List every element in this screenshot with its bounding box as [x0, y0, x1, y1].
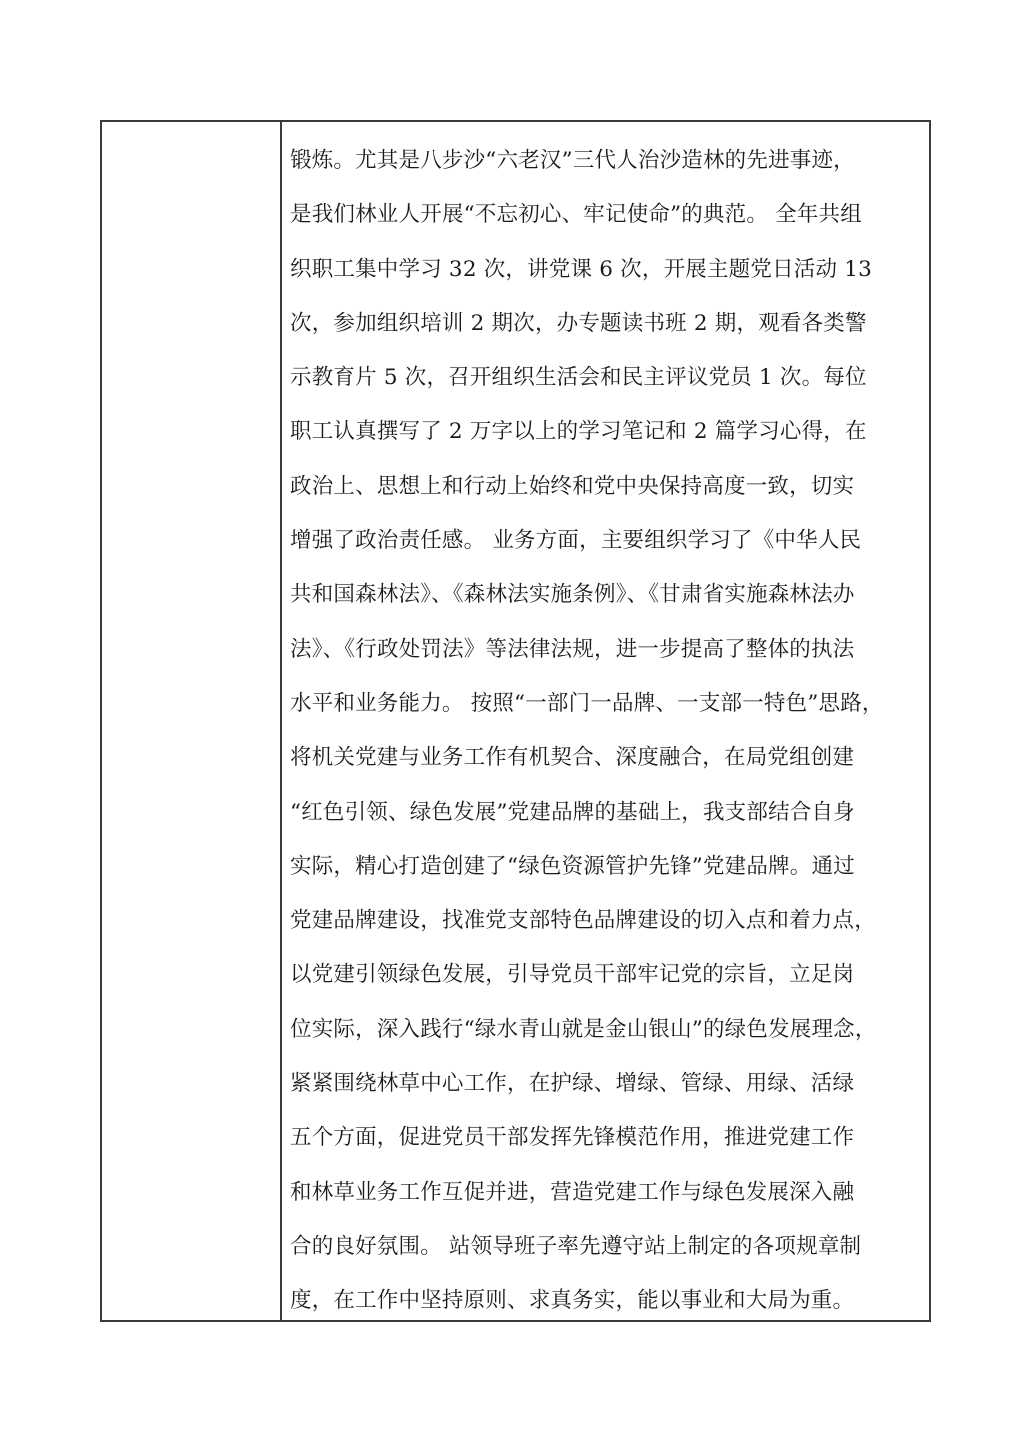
- text-line-4: 次，参加组织培训 2 期次，办专题读书班 2 期，观看各类警: [290, 310, 867, 336]
- text-line-15: 党建品牌建设，找准党支部特色品牌建设的切入点和着力点，: [290, 908, 876, 934]
- document-table: [100, 120, 931, 1322]
- text-line-10: 法》、《行政处罚法》等法律法规，进一步提高了整体的执法: [290, 636, 855, 662]
- text-line-21: 合的良好氛围。 站领导班子率先遵守站上制定的各项规章制: [290, 1233, 862, 1259]
- table-content-cell: [282, 122, 929, 1320]
- text-line-3: 织职工集中学习 32 次，讲党课 6 次，开展主题党日活动 13: [290, 256, 872, 282]
- text-line-16: 以党建引领绿色发展，引导党员干部牢记党的宗旨，立足岗: [290, 962, 855, 988]
- text-line-7: 政治上、思想上和行动上始终和党中央保持高度一致，切实: [290, 473, 855, 499]
- text-line-22: 度，在工作中坚持原则、求真务实，能以事业和大局为重。: [290, 1288, 855, 1314]
- text-line-9: 共和国森林法》、《森林法实施条例》、《甘肃省实施森林法办: [290, 582, 855, 608]
- text-line-2: 是我们林业人开展“不忘初心、牢记使命”的典范。 全年共组: [290, 202, 862, 228]
- text-line-14: 实际，精心打造创建了“绿色资源管护先锋”党建品牌。通过: [290, 853, 855, 879]
- text-line-1: 锻炼。尤其是八步沙“六老汉”三代人治沙造林的先进事迹，: [290, 148, 855, 173]
- text-line-19: 五个方面，促进党员干部发挥先锋模范作用，推进党建工作: [290, 1125, 855, 1151]
- text-line-6: 职工认真撰写了 2 万字以上的学习笔记和 2 篇学习心得，在: [290, 419, 867, 445]
- text-line-17: 位实际，深入践行“绿水青山就是金山银山”的绿色发展理念，: [290, 1016, 877, 1042]
- text-line-18: 紧紧围绕林草中心工作，在护绿、增绿、管绿、用绿、活绿: [290, 1071, 855, 1097]
- table-left-cell: [102, 122, 282, 1320]
- text-line-12: 将机关党建与业务工作有机契合、深度融合，在局党组创建: [290, 745, 855, 771]
- text-line-11: 水平和业务能力。 按照“一部门一品牌、一支部一特色”思路，: [290, 690, 884, 716]
- text-line-8: 增强了政治责任感。 业务方面，主要组织学习了《中华人民: [290, 528, 862, 554]
- text-line-13: “红色引领、绿色发展”党建品牌的基础上，我支部结合自身: [290, 799, 855, 825]
- text-line-20: 和林草业务工作互促并进，营造党建工作与绿色发展深入融: [290, 1179, 855, 1205]
- text-line-5: 示教育片 5 次，召开组织生活会和民主评议党员 1 次。每位: [290, 365, 867, 391]
